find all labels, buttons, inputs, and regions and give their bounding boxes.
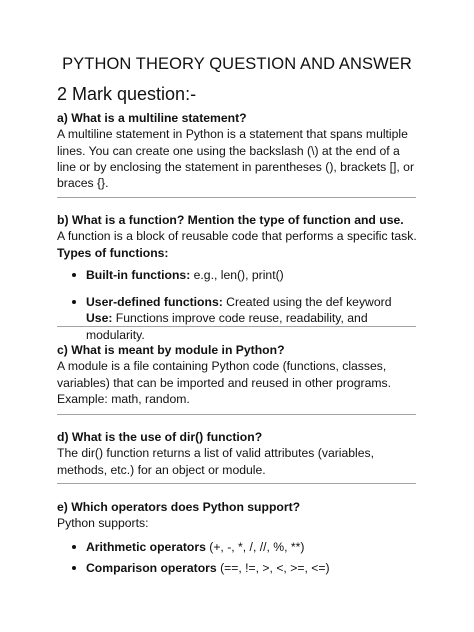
question-e: [57, 499, 419, 576]
question-c-example: Example: math, random.: [57, 391, 190, 406]
bullet-icon: [72, 566, 76, 570]
list-item-text: Created using the def keyword: [222, 295, 392, 310]
list-item-text: e.g., len(), print(): [190, 267, 284, 282]
divider: [57, 326, 416, 327]
list-item: [57, 294, 419, 343]
question-c: [57, 342, 419, 407]
question-a: [57, 110, 419, 191]
divider: [57, 197, 416, 198]
section-heading: 2 Mark question:-: [57, 84, 197, 104]
use-label: Use:: [86, 311, 113, 326]
question-c-answer: A module is a file containing Python code (functions, classes, variables) that can be imported and reused in other programs.: [57, 359, 391, 390]
list-item-text: (==, !=, >, <, >=, <=): [216, 560, 330, 575]
question-b-title: b) What is a function? Mention the type of function and use.: [57, 213, 404, 227]
list-item: [57, 539, 419, 555]
question-d-title: d) What is the use of dir() function?: [57, 430, 263, 444]
list-item-label: User-defined functions:: [86, 295, 223, 310]
divider: [57, 483, 416, 484]
operators-list: [57, 539, 419, 577]
question-d: [57, 429, 419, 478]
divider: [57, 414, 416, 415]
question-b: [57, 212, 419, 343]
function-types-list: [57, 267, 419, 343]
bullet-icon: [72, 273, 76, 277]
question-c-title: c) What is meant by module in Python?: [57, 343, 285, 357]
list-item-label: Comparison operators: [86, 560, 217, 575]
question-e-title: e) Which operators does Python support?: [57, 500, 301, 514]
list-item: [57, 560, 419, 576]
question-d-answer: The dir() function returns a list of valid attributes (variables, methods, etc.) for an object or module.: [57, 446, 375, 477]
question-e-answer: Python supports:: [57, 516, 149, 531]
question-b-answer: A function is a block of reusable code that performs a specific task.: [57, 229, 417, 244]
types-heading: Types of functions:: [57, 245, 169, 260]
question-a-title: a) What is a multiline statement?: [57, 111, 247, 125]
list-item: [57, 267, 419, 283]
list-item-label: Arithmetic operators: [86, 539, 206, 554]
question-a-answer: A multiline statement in Python is a statement that spans multiple lines. You can create one using the backslash (\) at the end of a line or by enclosing the statement in parentheses (), brackets [], or braces {}.: [57, 127, 415, 191]
list-item-label: Built-in functions:: [86, 267, 191, 282]
bullet-icon: [72, 300, 76, 304]
document-title: PYTHON THEORY QUESTION AND ANSWER: [62, 55, 412, 73]
use-text: Functions improve code reuse, readability, and modularity.: [86, 311, 368, 342]
bullet-icon: [72, 545, 76, 549]
list-item-text: (+, -, *, /, //, %, **): [205, 539, 305, 554]
